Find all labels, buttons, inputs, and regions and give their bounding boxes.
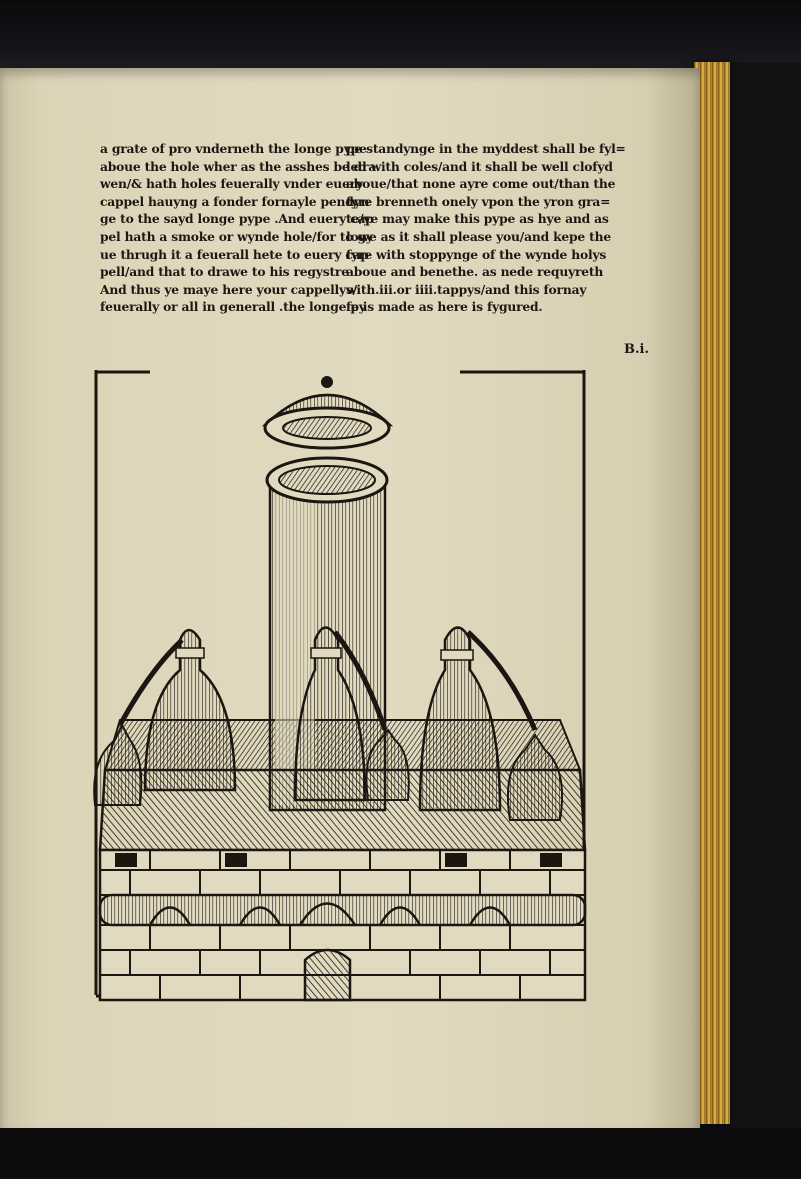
- text-line: fyre with stoppynge of the wynde holys: [346, 246, 607, 262]
- furnace-woodcut-illustration: [90, 370, 595, 1010]
- background-right: [730, 62, 801, 1179]
- text-line: te/ye may make this pype as hye and as: [346, 211, 609, 227]
- text-line: pell/and that to drawe to his regystre: [100, 264, 349, 280]
- text-line: a grate of pro vnderneth the longe pype: [100, 141, 367, 156]
- signature-mark: B.i.: [624, 342, 649, 357]
- text-line: lowe as it shall please you/and kepe the: [346, 228, 611, 244]
- text-line: ue thrugh it a feuerall hete to euery cap: [100, 246, 369, 262]
- text-column-right: [346, 140, 646, 316]
- text-line: led with coles/and it shall be well clofyd: [346, 158, 613, 174]
- furnace-top-slab: [100, 770, 585, 850]
- background-bottom: [0, 1128, 801, 1179]
- text-line: cappel hauyng a fonder fornayle pendyn: [100, 193, 370, 209]
- text-line: And thus ye maye here your cappellys/: [100, 281, 357, 297]
- text-line: fyre brenneth onely vpon the yron gra=: [346, 193, 611, 209]
- text-line: with.iii.or iiii.tappys/and this fornay: [346, 281, 587, 297]
- text-line: fe is made as here is fygured.: [346, 299, 543, 315]
- background-top: [0, 0, 801, 70]
- text-line: aboue the hole wher as the asshes be dra: [100, 158, 376, 174]
- text-line: feuerally or all in generall .the longe py: [100, 299, 366, 315]
- text-line: pel hath a smoke or wynde hole/for to gy: [100, 228, 373, 244]
- text-line: ge to the sayd longe pype .And euery cap: [100, 211, 374, 227]
- brick-furnace-body: [100, 850, 585, 1000]
- text-line: wen/& hath holes feuerally vnder euery: [100, 176, 363, 192]
- text-line: pe standynge in the myddest shall be fyl=: [346, 141, 626, 156]
- text-line: aboue/that none ayre come out/than the: [346, 176, 616, 192]
- pipe-lid: [265, 376, 390, 448]
- text-line: aboue and benethe. as nede requyreth: [346, 264, 604, 280]
